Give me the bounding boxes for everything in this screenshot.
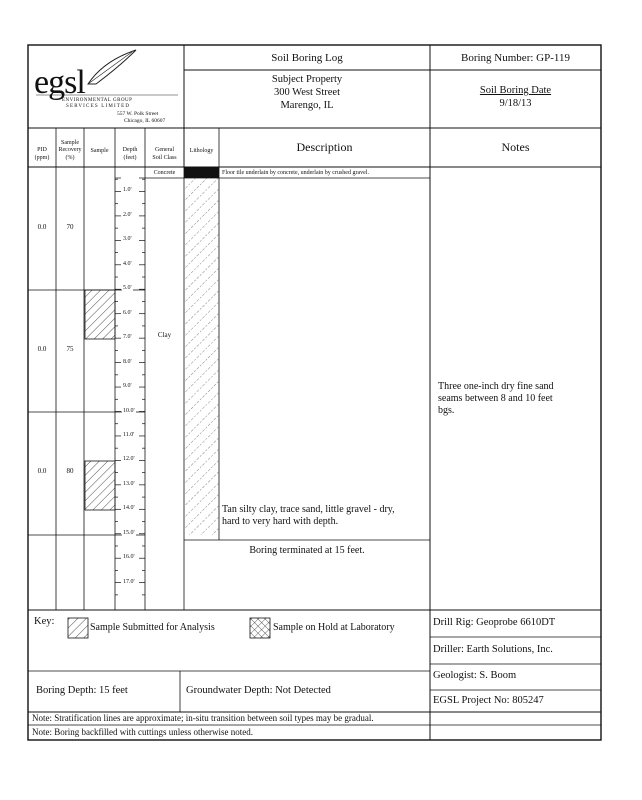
depth-tick-label: 15.0' xyxy=(123,529,135,536)
col-soil-class: General xyxy=(155,147,174,153)
boring-terminated: Boring terminated at 15 feet. xyxy=(249,545,365,556)
company-address-line2: Chicago, IL 60607 xyxy=(124,118,166,124)
depth-tick-label: 14.0' xyxy=(123,505,135,512)
col-depth: Depth xyxy=(122,147,138,153)
description-main-2: hard to very hard with depth. xyxy=(222,516,339,527)
boring-depth: Boring Depth: 15 feet xyxy=(36,685,128,696)
col-soil-class-2: Soil Class xyxy=(152,155,177,161)
concrete-label: Concrete xyxy=(153,170,176,176)
depth-tick-label: 7.0' xyxy=(123,334,132,341)
boring-date: 9/18/13 xyxy=(499,98,532,109)
col-description: Description xyxy=(296,140,353,154)
project-number: EGSL Project No: 805247 xyxy=(433,695,544,706)
floor-note: Floor tile underlain by concrete, underlain by crushed gravel. xyxy=(222,170,369,176)
drill-rig: Drill Rig: Geoprobe 6610DT xyxy=(433,617,556,628)
depth-tick-label: 17.0' xyxy=(123,578,135,585)
depth-tick-label: 2.0' xyxy=(123,211,132,218)
depth-tick-label: 13.0' xyxy=(123,480,135,487)
depth-tick-label: 1.0' xyxy=(123,187,132,194)
driller: Driller: Earth Solutions, Inc. xyxy=(433,644,553,655)
col-lithology: Lithology xyxy=(189,148,214,154)
key-label: Key: xyxy=(34,616,55,627)
depth-tick-label: 8.0' xyxy=(123,358,132,365)
description-main: Tan silty clay, trace sand, little gravel - dry, xyxy=(222,504,395,515)
depth-tick-label: 5.0' xyxy=(123,285,132,292)
col-recovery: Sample xyxy=(61,140,79,146)
footer-note-1: Note: Stratification lines are approximate; in-situ transition between soil types may be gradual. xyxy=(32,713,374,723)
key-on-hold: Sample on Hold at Laboratory xyxy=(273,622,395,633)
depth-tick-label: 16.0' xyxy=(123,554,135,561)
notes-text-2: seams between 8 and 10 feet xyxy=(438,393,553,404)
company-name-line2: SERVICES LIMITED xyxy=(66,104,131,109)
geologist: Geologist: S. Boom xyxy=(433,670,517,681)
interval-3-pid: 0.0 xyxy=(37,467,47,475)
interval-1-recovery: 70 xyxy=(66,223,74,231)
company-address-line1: 557 W. Polk Street xyxy=(117,111,159,117)
boring-number: Boring Number: GP-119 xyxy=(461,52,570,64)
interval-3-recovery: 80 xyxy=(66,467,74,475)
depth-tick-label: 6.0' xyxy=(123,309,132,316)
depth-tick-label: 10.0' xyxy=(123,407,135,414)
company-logo: egsl xyxy=(34,64,85,101)
depth-tick-label: 3.0' xyxy=(123,236,132,243)
col-pid: PID xyxy=(37,147,47,153)
soil-class-clay: Clay xyxy=(157,331,172,339)
depth-tick-label: 12.0' xyxy=(123,456,135,463)
interval-2-pid: 0.0 xyxy=(37,345,47,353)
log-title: Soil Boring Log xyxy=(271,52,343,64)
footer-note-2: Note: Boring backfilled with cuttings unless otherwise noted. xyxy=(32,727,253,737)
col-recovery-unit: (%) xyxy=(65,155,75,161)
col-sample: Sample xyxy=(90,148,109,154)
subject-address: 300 West Street xyxy=(273,87,341,98)
depth-tick-label: 11.0' xyxy=(123,431,135,438)
notes-text-3: bgs. xyxy=(438,405,455,416)
boring-date-label: Soil Boring Date xyxy=(479,85,552,96)
interval-2-recovery: 75 xyxy=(66,345,74,353)
company-name-line1: ENVIRONMENTAL GROUP xyxy=(62,98,133,103)
key-submitted: Sample Submitted for Analysis xyxy=(90,622,215,633)
col-pid-unit: (ppm) xyxy=(34,155,50,161)
subject-city: Marengo, IL xyxy=(280,100,334,111)
depth-tick-label: 4.0' xyxy=(123,260,132,267)
groundwater-depth: Groundwater Depth: Not Detected xyxy=(186,685,331,696)
col-depth-unit: (feet) xyxy=(123,155,137,161)
notes-text-1: Three one-inch dry fine sand xyxy=(438,381,554,392)
interval-1-pid: 0.0 xyxy=(37,223,47,231)
col-recovery-2: Recovery xyxy=(58,147,82,153)
depth-tick-label: 9.0' xyxy=(123,383,132,390)
col-notes: Notes xyxy=(501,140,530,154)
subject-property-label: Subject Property xyxy=(271,74,343,85)
